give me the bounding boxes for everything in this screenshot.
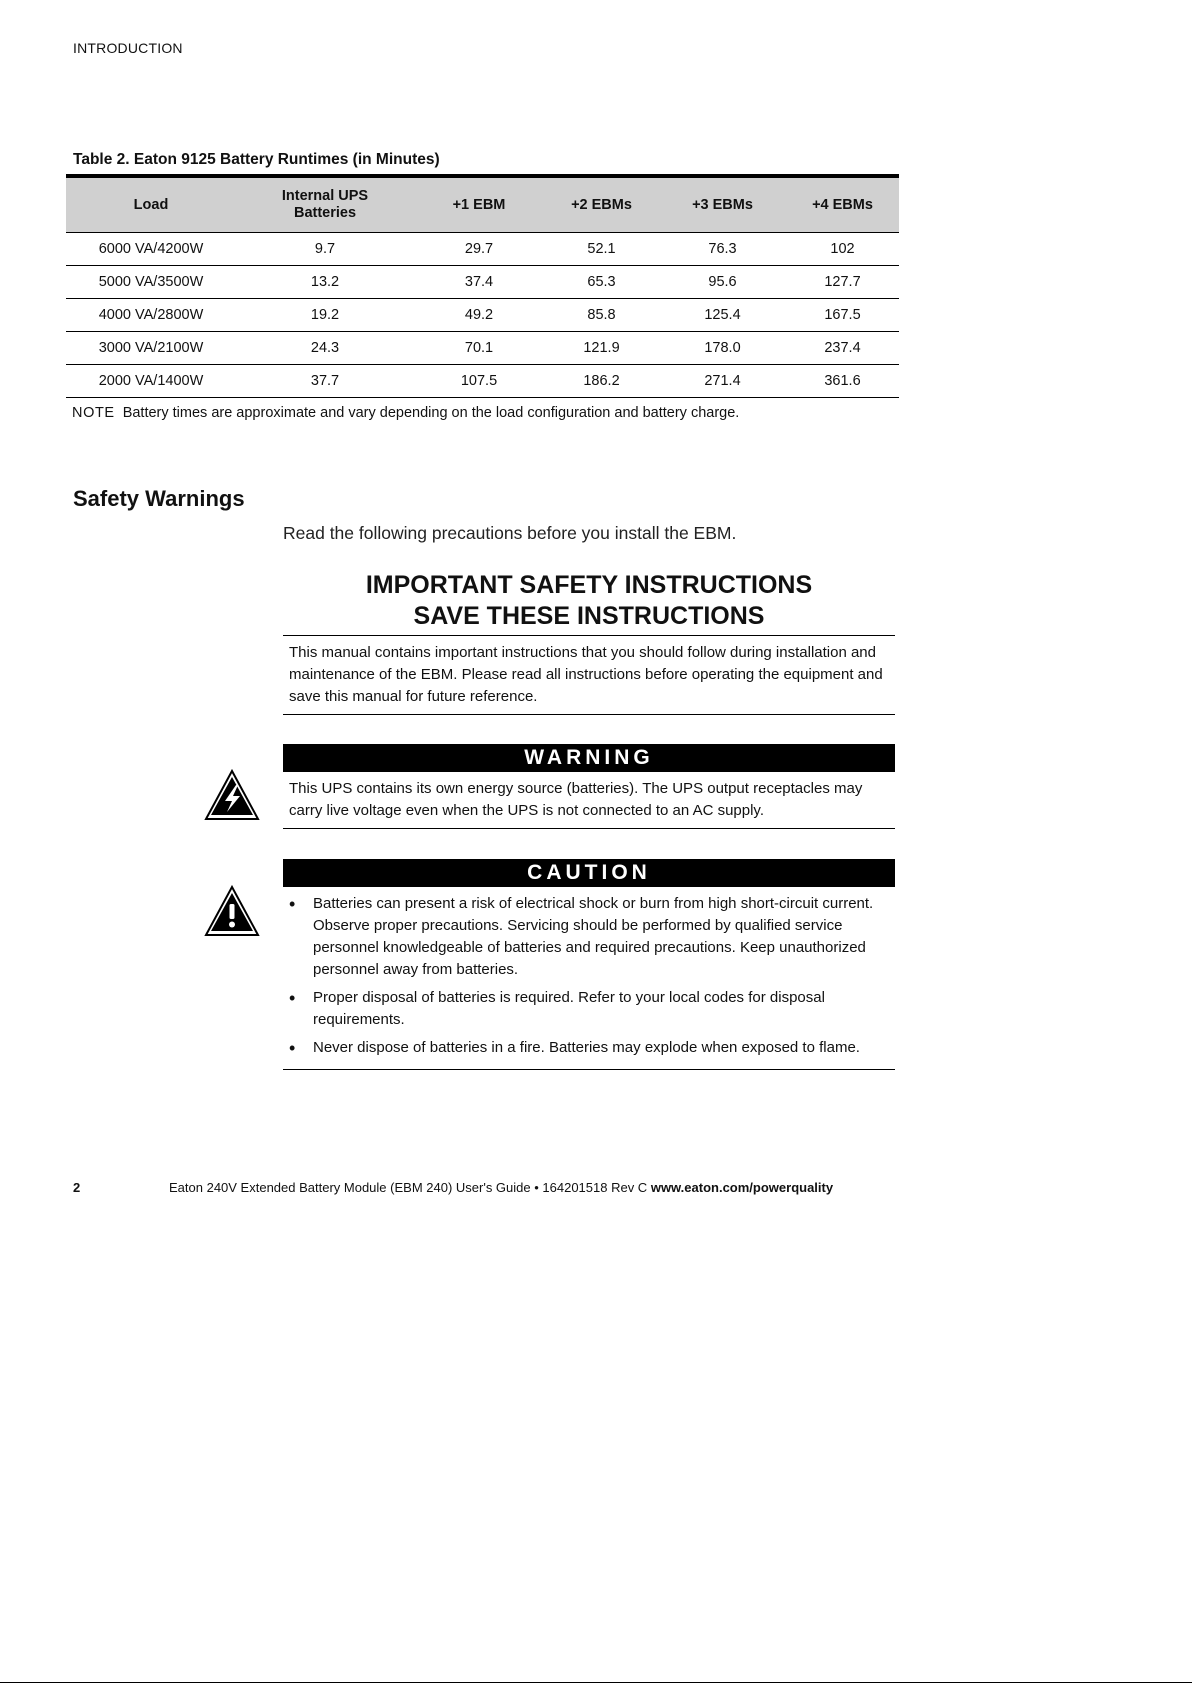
- table-cell: 127.7: [786, 266, 899, 299]
- column-header: +4 EBMs: [786, 176, 899, 233]
- column-header: Load: [66, 176, 236, 233]
- table-cell: 167.5: [786, 299, 899, 332]
- column-header: +2 EBMs: [544, 176, 659, 233]
- page-number: 2: [73, 1180, 81, 1195]
- warning-label: WARNING: [283, 744, 895, 772]
- table-cell: 2000 VA/1400W: [66, 365, 236, 398]
- caution-label: CAUTION: [283, 859, 895, 887]
- table-cell: 125.4: [659, 299, 786, 332]
- table-cell: 102: [786, 233, 899, 266]
- table-cell: 76.3: [659, 233, 786, 266]
- intro-text: This manual contains important instructions that you should follow during installation and maintenance of the EBM. Please read all instructions before operating the equipment and save this manual for future reference.: [289, 644, 883, 705]
- table-row: [66, 365, 899, 398]
- table-note: [72, 405, 739, 421]
- table-cell: 37.4: [414, 266, 544, 299]
- table-row: [66, 299, 899, 332]
- table-row: [66, 266, 899, 299]
- intro-box: [283, 635, 895, 715]
- column-header: +3 EBMs: [659, 176, 786, 233]
- column-header: +1 EBM: [414, 176, 544, 233]
- footer-title: Eaton 240V Extended Battery Module (EBM 240) User's Guide • 164201518 Rev C: [169, 1180, 648, 1195]
- note-label: NOTE: [72, 405, 115, 421]
- caution-block: [283, 859, 895, 1070]
- table-cell: 65.3: [544, 266, 659, 299]
- table-caption: Table 2. Eaton 9125 Battery Runtimes (in Minutes): [73, 151, 440, 168]
- list-item: • Proper disposal of batteries is required. Refer to your local codes for disposal requirements.: [289, 987, 889, 1031]
- table-cell: 121.9: [544, 332, 659, 365]
- table-cell: 4000 VA/2800W: [66, 299, 236, 332]
- table-cell: 95.6: [659, 266, 786, 299]
- table-cell: 9.7: [236, 233, 414, 266]
- table-cell: 52.1: [544, 233, 659, 266]
- table-row: [66, 233, 899, 266]
- lead-paragraph: Read the following precautions before you install the EBM.: [283, 523, 737, 543]
- table-cell: 29.7: [414, 233, 544, 266]
- footer-text-wrap: [169, 1180, 833, 1195]
- table-header-row: [66, 176, 899, 233]
- table-cell: 37.7: [236, 365, 414, 398]
- caution-list: [283, 887, 895, 1069]
- important-line-1: IMPORTANT SAFETY INSTRUCTIONS: [365, 571, 813, 599]
- table-cell: 5000 VA/3500W: [66, 266, 236, 299]
- important-line-2: SAVE THESE INSTRUCTIONS: [413, 602, 765, 630]
- table-cell: 24.3: [236, 332, 414, 365]
- section-title: Safety Warnings: [73, 486, 245, 511]
- table-cell: 19.2: [236, 299, 414, 332]
- table-cell: 237.4: [786, 332, 899, 365]
- list-item: • Batteries can present a risk of electrical shock or burn from high short-circuit current. Observe proper precautions. Servicing should be performed by qualified service personnel knowledgeable of batteries and required precautions. Keep unauthorized personnel away from batteries.: [289, 893, 889, 981]
- warning-block: [283, 744, 895, 829]
- electrical-shock-triangle-icon: [203, 768, 261, 822]
- table-cell: 271.4: [659, 365, 786, 398]
- table-cell: 107.5: [414, 365, 544, 398]
- warning-text: This UPS contains its own energy source (batteries). The UPS output receptacles may carry live voltage even when the UPS is not connected to an AC supply.: [289, 780, 863, 819]
- table-cell: 361.6: [786, 365, 899, 398]
- table-cell: 6000 VA/4200W: [66, 233, 236, 266]
- table-cell: 186.2: [544, 365, 659, 398]
- column-header: Internal UPS Batteries: [236, 176, 414, 233]
- table-cell: 85.8: [544, 299, 659, 332]
- footer-url: www.eaton.com/powerquality: [650, 1180, 834, 1195]
- table-cell: 49.2: [414, 299, 544, 332]
- list-item: • Never dispose of batteries in a fire. Batteries may explode when exposed to flame.: [289, 1037, 889, 1059]
- section-header: INTRODUCTION: [73, 40, 183, 56]
- exclamation-triangle-icon: [203, 884, 261, 938]
- table-cell: 13.2: [236, 266, 414, 299]
- table-cell: 178.0: [659, 332, 786, 365]
- table-row: [66, 332, 899, 365]
- table-cell: 70.1: [414, 332, 544, 365]
- important-heading: [283, 570, 895, 632]
- note-text: Battery times are approximate and vary depending on the load configuration and battery charge.: [122, 405, 740, 421]
- runtime-table: [66, 174, 899, 398]
- table-cell: 3000 VA/2100W: [66, 332, 236, 365]
- bottom-rule: [0, 1682, 1192, 1683]
